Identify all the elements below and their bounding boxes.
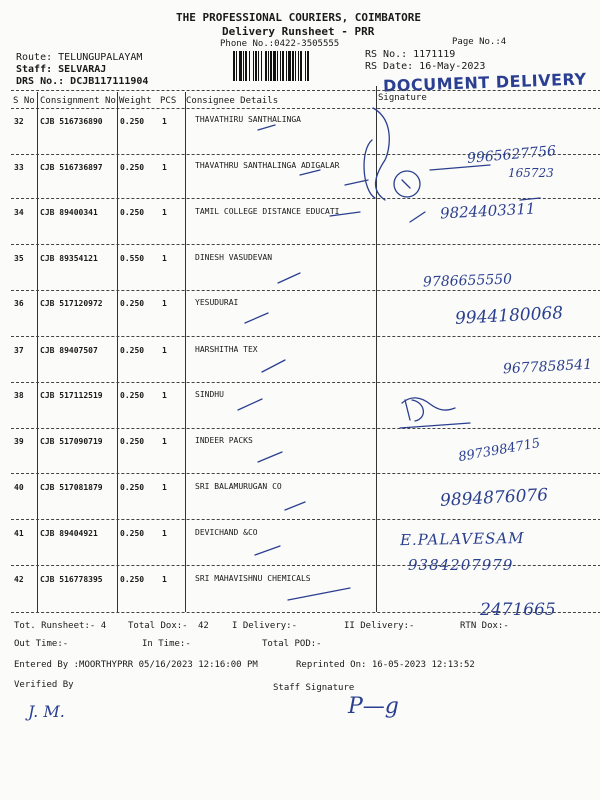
row-weight: 0.250 [120,437,145,446]
row-consignee: YESUDURAI [195,298,239,307]
rs-date: RS Date: 16-May-2023 [365,61,486,72]
row-weight: 0.550 [120,254,145,263]
row-weight: 0.250 [120,575,145,584]
total-pod: Total POD:- [262,639,322,649]
handwritten-number: 9894876076 [439,485,549,511]
row-pcs: 1 [162,391,167,400]
handwritten-number: 9965627756 [466,143,557,167]
row-sno: 34 [14,208,24,217]
row-sno: 41 [14,529,24,538]
row-weight: 0.250 [120,391,145,400]
handwritten-number: 9824403311 [439,199,536,223]
row-consignment: CJB 516736897 [40,163,103,172]
tick-mark [255,546,280,555]
row-weight: 0.250 [120,299,145,308]
tick-mark [258,452,282,462]
company-name: THE PROFESSIONAL COURIERS, COIMBATORE [176,11,422,24]
drs-number: DRS No.: DCJB117111904 [16,76,149,87]
handwritten-number: 9384207979 [408,556,514,574]
tick-mark [300,170,320,175]
row-weight: 0.250 [120,483,145,492]
col-header-consignee: Consignee Details [186,96,279,106]
row-consignee: TAMIL COLLEGE DISTANCE EDUCATI [195,207,340,216]
tick-mark [262,360,285,372]
row-consignment: CJB 89400341 [40,208,98,217]
route-label: Route: TELUNGUPALAYAM [16,52,143,63]
phone-number: Phone No.:0422-3505555 [220,39,340,49]
tick-mark [330,212,360,216]
tick-mark [288,588,350,600]
total-runsheet: Tot. Runsheet:- 4 [14,621,107,631]
ii-delivery: II Delivery:- [344,621,415,631]
handwritten-number: 8973984715 [457,435,542,466]
staff-signature-label: Staff Signature [273,683,355,693]
document-delivery-stamp: DOCUMENT DELIVERY [382,69,587,96]
circled-mark [394,171,420,197]
signature-stroke [402,398,455,410]
row-consignment: CJB 517090719 [40,437,103,446]
row-consignment: CJB 517112519 [40,391,103,400]
rs-number: RS No.: 1171119 [365,49,456,60]
bracket-stroke [364,140,375,198]
verified-by: Verified By [14,680,74,690]
row-sno: 32 [14,117,24,126]
row-sno: 42 [14,575,24,584]
entered-by: Entered By :MOORTHYPRR 05/16/2023 12:16:00 PM [14,660,258,670]
rtn-dox: RTN Dox:- [460,621,509,631]
total-dox-value: 42 [198,621,209,631]
row-consignee: THAVATHIRU SANTHALINGA [195,115,301,124]
handwritten-name: E.PALAVESAM [399,528,525,550]
row-sno: 40 [14,483,24,492]
row-pcs: 1 [162,299,167,308]
out-time: Out Time:- [14,639,69,649]
row-consignment: CJB 517120972 [40,299,103,308]
row-pcs: 1 [162,254,167,263]
row-consignment: CJB 89407507 [40,346,98,355]
tick-mark [258,125,275,130]
row-weight: 0.250 [120,529,145,538]
row-weight: 0.250 [120,163,145,172]
signature-stroke [400,423,470,428]
col-header-weight: Weight [119,96,152,106]
row-consignee: SRI BALAMURUGAN CO [195,482,282,491]
handwritten-number: 165723 [508,166,554,180]
row-consignee: HARSHITHA TEX [195,345,258,354]
total-dox-label: Total Dox:- [128,621,188,631]
handwritten-number: 9786655550 [422,271,513,291]
row-pcs: 1 [162,208,167,217]
row-sno: 37 [14,346,24,355]
tick-mark [285,502,305,510]
reprinted-on: Reprinted On: 16-05-2023 12:13:52 [296,660,475,670]
col-header-pcs: PCS [160,96,177,106]
in-time: In Time:- [142,639,191,649]
row-consignment: CJB 89404921 [40,529,98,538]
row-weight: 0.250 [120,346,145,355]
row-consignment: CJB 516736890 [40,117,103,126]
tick-mark [278,273,300,283]
row-pcs: 1 [162,117,167,126]
staff-signature: P—g [348,694,399,719]
row-pcs: 1 [162,529,167,538]
row-weight: 0.250 [120,117,145,126]
handwritten-number: 9677858541 [502,356,593,378]
signature-stroke [405,400,423,421]
col-header-consignment: Consignment No [40,96,116,106]
i-delivery: I Delivery:- [232,621,298,631]
row-consignee: SRI MAHAVISHNU CHEMICALS [195,574,311,583]
row-consignment: CJB 517081879 [40,483,103,492]
row-sno: 35 [14,254,24,263]
handwritten-number: 2471665 [480,600,556,620]
row-consignee: INDEER PACKS [195,436,253,445]
row-pcs: 1 [162,437,167,446]
tick-mark [245,313,268,323]
row-pcs: 1 [162,163,167,172]
row-sno: 38 [14,391,24,400]
signature-stroke [410,212,425,222]
staff-label: Staff: SELVARAJ [16,64,107,75]
row-sno: 36 [14,299,24,308]
row-consignee: DEVICHAND &CO [195,528,258,537]
row-pcs: 1 [162,575,167,584]
row-pcs: 1 [162,346,167,355]
tick-mark [345,180,368,185]
row-sno: 39 [14,437,24,446]
row-weight: 0.250 [120,208,145,217]
bracket-stroke [373,108,389,200]
row-consignee: THAVATHRU SANTHALINGA ADIGALAR [195,161,340,170]
tick-mark [238,399,262,410]
signature-stroke [430,165,490,170]
row-consignment: CJB 89354121 [40,254,98,263]
document-title: Delivery Runsheet - PRR [222,25,375,38]
row-sno: 33 [14,163,24,172]
row-consignee: DINESH VASUDEVAN [195,253,273,262]
handwritten-number: 9944180068 [454,303,564,329]
row-consignment: CJB 516778395 [40,575,103,584]
row-consignee: SINDHU [195,390,224,399]
col-header-sno: S No [13,96,35,106]
row-pcs: 1 [162,483,167,492]
circled-mark [402,180,410,188]
page-number: Page No.:4 [452,37,507,47]
verifier-signature: J. M. [28,702,65,721]
col-header-signature: Signature [378,93,427,103]
